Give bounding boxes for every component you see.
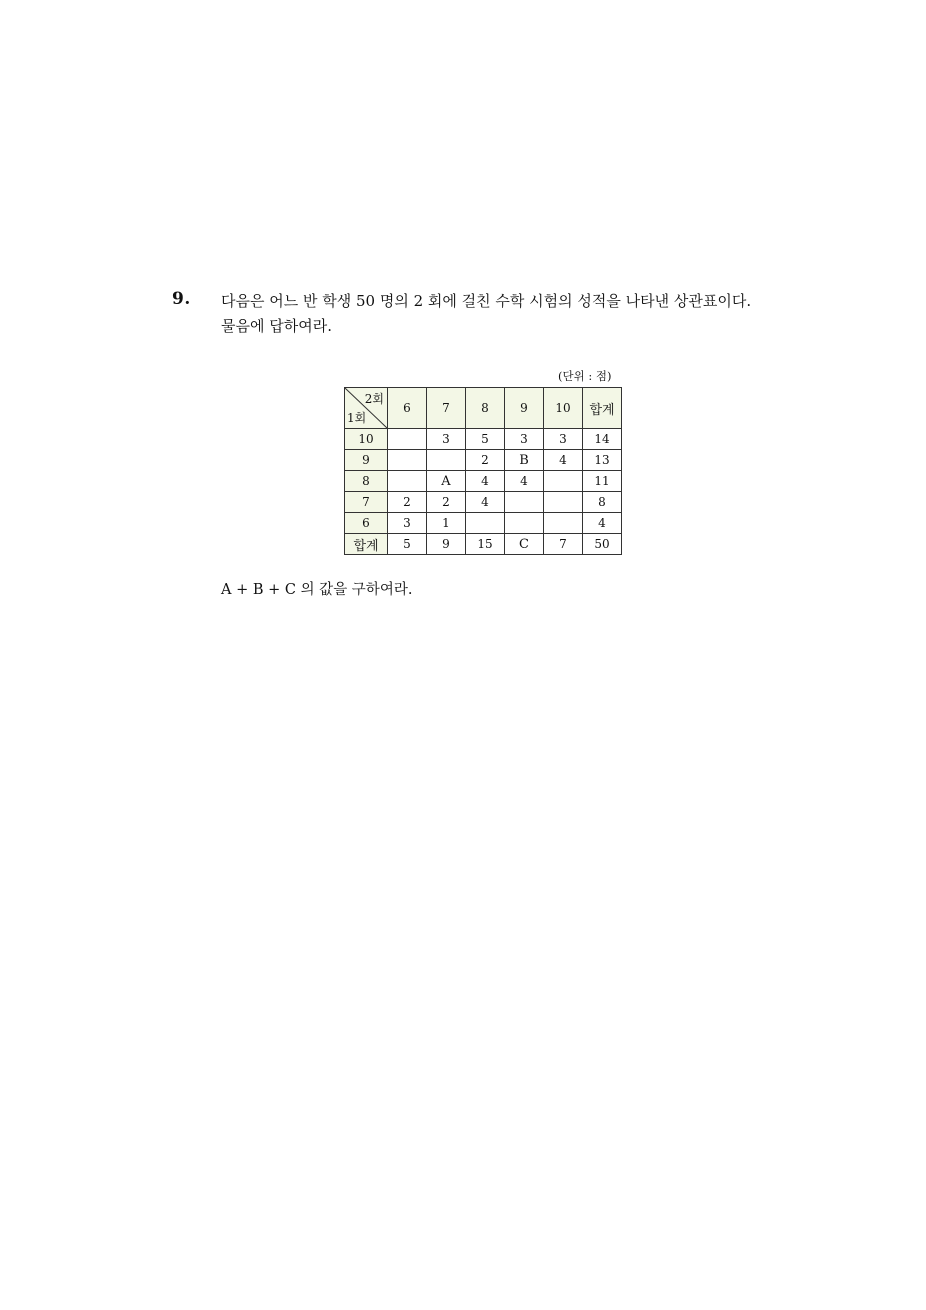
table-cell: 13: [583, 450, 622, 471]
table-cell: 4: [505, 471, 544, 492]
problem-number: 9.: [172, 289, 191, 309]
table-cell-unknown-c: C: [505, 534, 544, 555]
corner-cell: [345, 388, 388, 429]
table-cell: [388, 471, 427, 492]
row-header: 9: [345, 450, 388, 471]
table-cell: 7: [544, 534, 583, 555]
column-header: 10: [544, 388, 583, 429]
table-row: [345, 513, 622, 534]
table-cell: 4: [583, 513, 622, 534]
column-header-total: 합계: [583, 388, 622, 429]
table-cell: 1: [427, 513, 466, 534]
table-total-row: [345, 534, 622, 555]
table-cell: 3: [544, 429, 583, 450]
table-cell: [544, 492, 583, 513]
row-header-total: 합계: [345, 534, 388, 555]
table-cell: 4: [466, 471, 505, 492]
table-cell: 14: [583, 429, 622, 450]
column-header: 7: [427, 388, 466, 429]
table-row: [345, 492, 622, 513]
problem-text-line-1: 다음은 어느 반 학생 50 명의 2 회에 걸친 수학 시험의 성적을 나타낸 상관표이다.: [221, 292, 752, 310]
table-cell: [544, 513, 583, 534]
table-header-row: [345, 388, 622, 429]
table-cell: [544, 471, 583, 492]
table-cell: 4: [466, 492, 505, 513]
correlation-table: [344, 387, 622, 555]
row-header: 10: [345, 429, 388, 450]
table-cell: [505, 513, 544, 534]
table-cell: 2: [427, 492, 466, 513]
table-row: [345, 471, 622, 492]
table-cell: [388, 450, 427, 471]
row-header: 7: [345, 492, 388, 513]
table-cell: 5: [388, 534, 427, 555]
table-cell: [388, 429, 427, 450]
table-cell: 11: [583, 471, 622, 492]
column-header: 6: [388, 388, 427, 429]
table-cell: 8: [583, 492, 622, 513]
row-header: 6: [345, 513, 388, 534]
column-header: 8: [466, 388, 505, 429]
table-cell: 3: [388, 513, 427, 534]
table-cell: 2: [388, 492, 427, 513]
table-cell: 50: [583, 534, 622, 555]
table-cell: 4: [544, 450, 583, 471]
question-text: A + B + C 의 값을 구하여라.: [221, 582, 413, 598]
table-cell: 15: [466, 534, 505, 555]
table-row: [345, 429, 622, 450]
table-row: [345, 450, 622, 471]
table-cell-unknown-a: A: [427, 471, 466, 492]
table-cell: 3: [427, 429, 466, 450]
table-cell: [466, 513, 505, 534]
table-cell: 3: [505, 429, 544, 450]
corner-label-round-1: 1회: [347, 411, 367, 425]
table-cell: [505, 492, 544, 513]
column-header: 9: [505, 388, 544, 429]
corner-label-round-2: 2회: [364, 392, 384, 406]
table-cell: 9: [427, 534, 466, 555]
unit-note: (단위 : 점): [558, 369, 612, 383]
table-cell-unknown-b: B: [505, 450, 544, 471]
problem-text-line-2: 물음에 답하여라.: [221, 317, 332, 335]
row-header: 8: [345, 471, 388, 492]
problem-text: [221, 289, 821, 339]
table-cell: 2: [466, 450, 505, 471]
table-cell: 5: [466, 429, 505, 450]
table-cell: [427, 450, 466, 471]
